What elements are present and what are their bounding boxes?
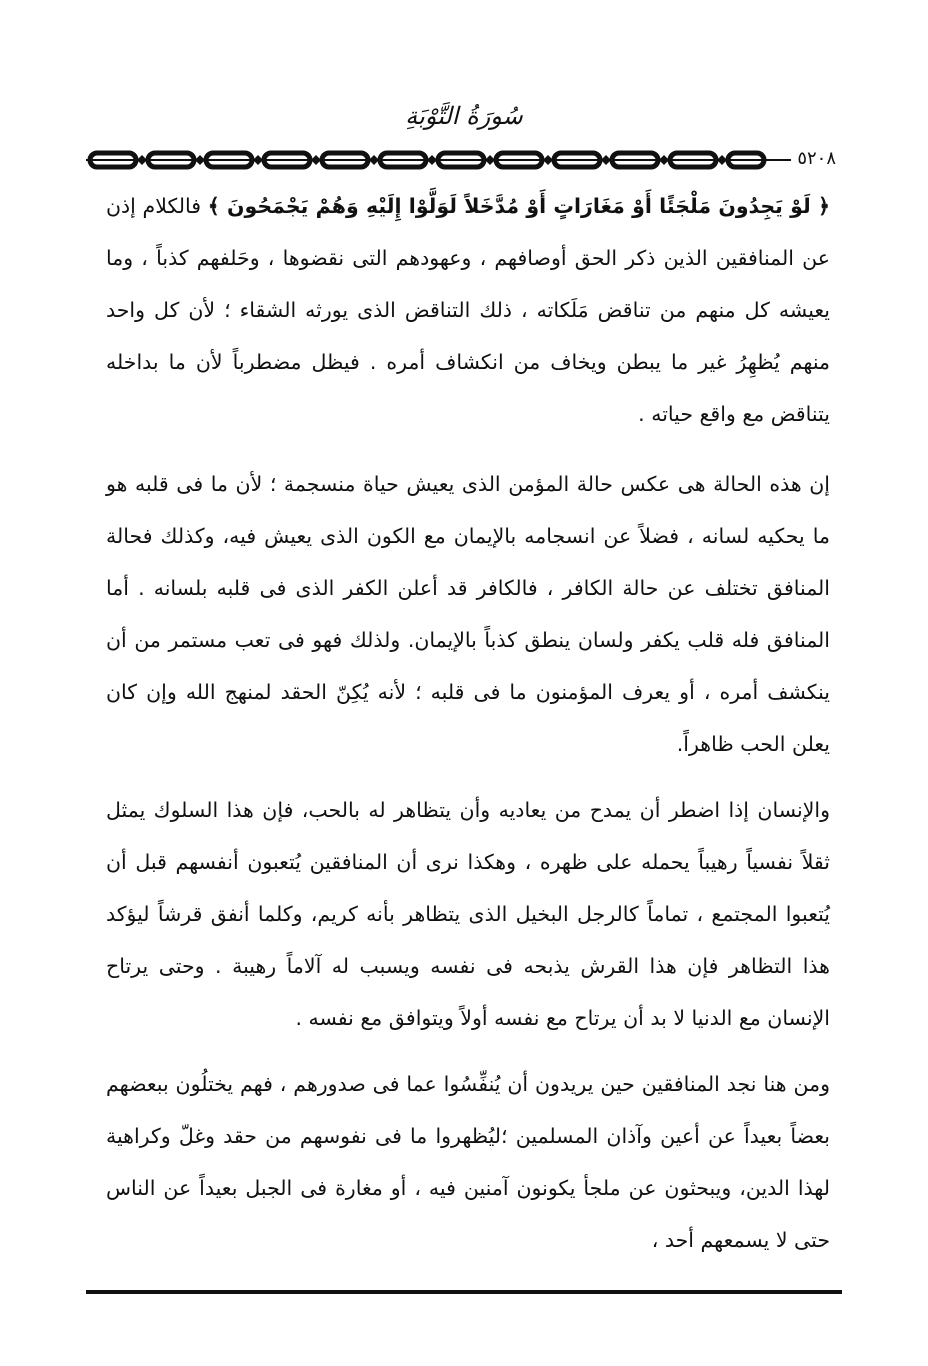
paragraph: ومن هنا نجد المنافقين حين يريدون أن يُنفِّسُوا عما فى صدورهم ، فهم يختلُون ببعضهم بعضاً بعيداً عن أعين وآذان المسلمين ؛ليُظهروا ما فى نفوسهم من حقد وغلّ وكراهية لهذا الدين، ويبحثون عن ملجأ يكونون آمنين فيه ، أو مغارة فى الجبل بعيداً عن الناس حتى لا يسمعهم أحد ، <box>106 1072 830 1252</box>
chain-ornament <box>86 150 842 170</box>
page-body <box>106 180 830 1280</box>
paragraph: والإنسان إذا اضطر أن يمدح من يعاديه وأن يتظاهر له بالحب، فإن هذا السلوك يمثل ثقلاً نفسياً رهيباً يحمله على ظهره ، وهكذا نرى أن المنافقين يُتعبون أنفسهم قبل أن يُتعبوا المجتمع ، تماماً كالرجل البخيل الذى يتظاهر بأنه كريم، وكلما أنفق قرشاً ليؤكد هذا التظاهر فإن هذا القرش يذبحه فى نفسه ويسبب له آلاماً رهيبة . وحتى يرتاح الإنسان مع الدنيا لا بد أن يرتاح مع نفسه أولاً ويتوافق مع نفسه . <box>106 798 830 1030</box>
bottom-rule <box>86 1290 842 1294</box>
page-header <box>0 100 928 140</box>
decorative-border <box>86 150 842 170</box>
paragraph: إن هذه الحالة هى عكس حالة المؤمن الذى يعيش حياة منسجمة ؛ لأن ما فى قلبه هو ما يحكيه لسانه ، فضلاً عن انسجامه بالإيمان مع الكون الذى يعيش فيه، وكذلك فحالة المنافق تختلف عن حالة الكافر ، فالكافر قد أعلن الكفر الذى فى قلبه بلسانه . أما المنافق فله قلب يكفر ولسان ينطق كذباً بالإيمان. ولذلك فهو فى تعب مستمر من أن ينكشف أمره ، أو يعرف المؤمنون ما فى قلبه ؛ لأنه يُكِنّ الحقد لمنهج الله وإن كان يعلن الحب ظاهراً. <box>106 472 830 756</box>
quran-verse: ﴿ لَوْ يَجِدُونَ مَلْجَئًا أَوْ مَغَارَاتٍ أَوْ مُدَّخَلاً لَوَلَّوْا إِلَيْهِ وَهُمْ يَجْمَحُونَ ﴾ <box>207 194 830 218</box>
paragraph <box>106 180 830 440</box>
page-number: ٥٢٠٨ <box>791 146 842 172</box>
sura-title: سُورَةُ التَّوْبَةِ <box>405 102 523 130</box>
paragraph-text: فالكلام إذن عن المنافقين الذين ذكر الحق أوصافهم ، وعهودهم التى نقضوها ، وحَلفهم كذباً ، وما يعيشه كل منهم من تناقض مَلَكاته ، ذلك التناقض الذى يورثه الشقاء ؛ لأن كل واحد منهم يُظهِرُ غير ما يبطن ويخاف من انكشاف أمره . فيظل مضطرباً لأن ما بداخله يتناقض مع واقع حياته . <box>106 194 830 426</box>
